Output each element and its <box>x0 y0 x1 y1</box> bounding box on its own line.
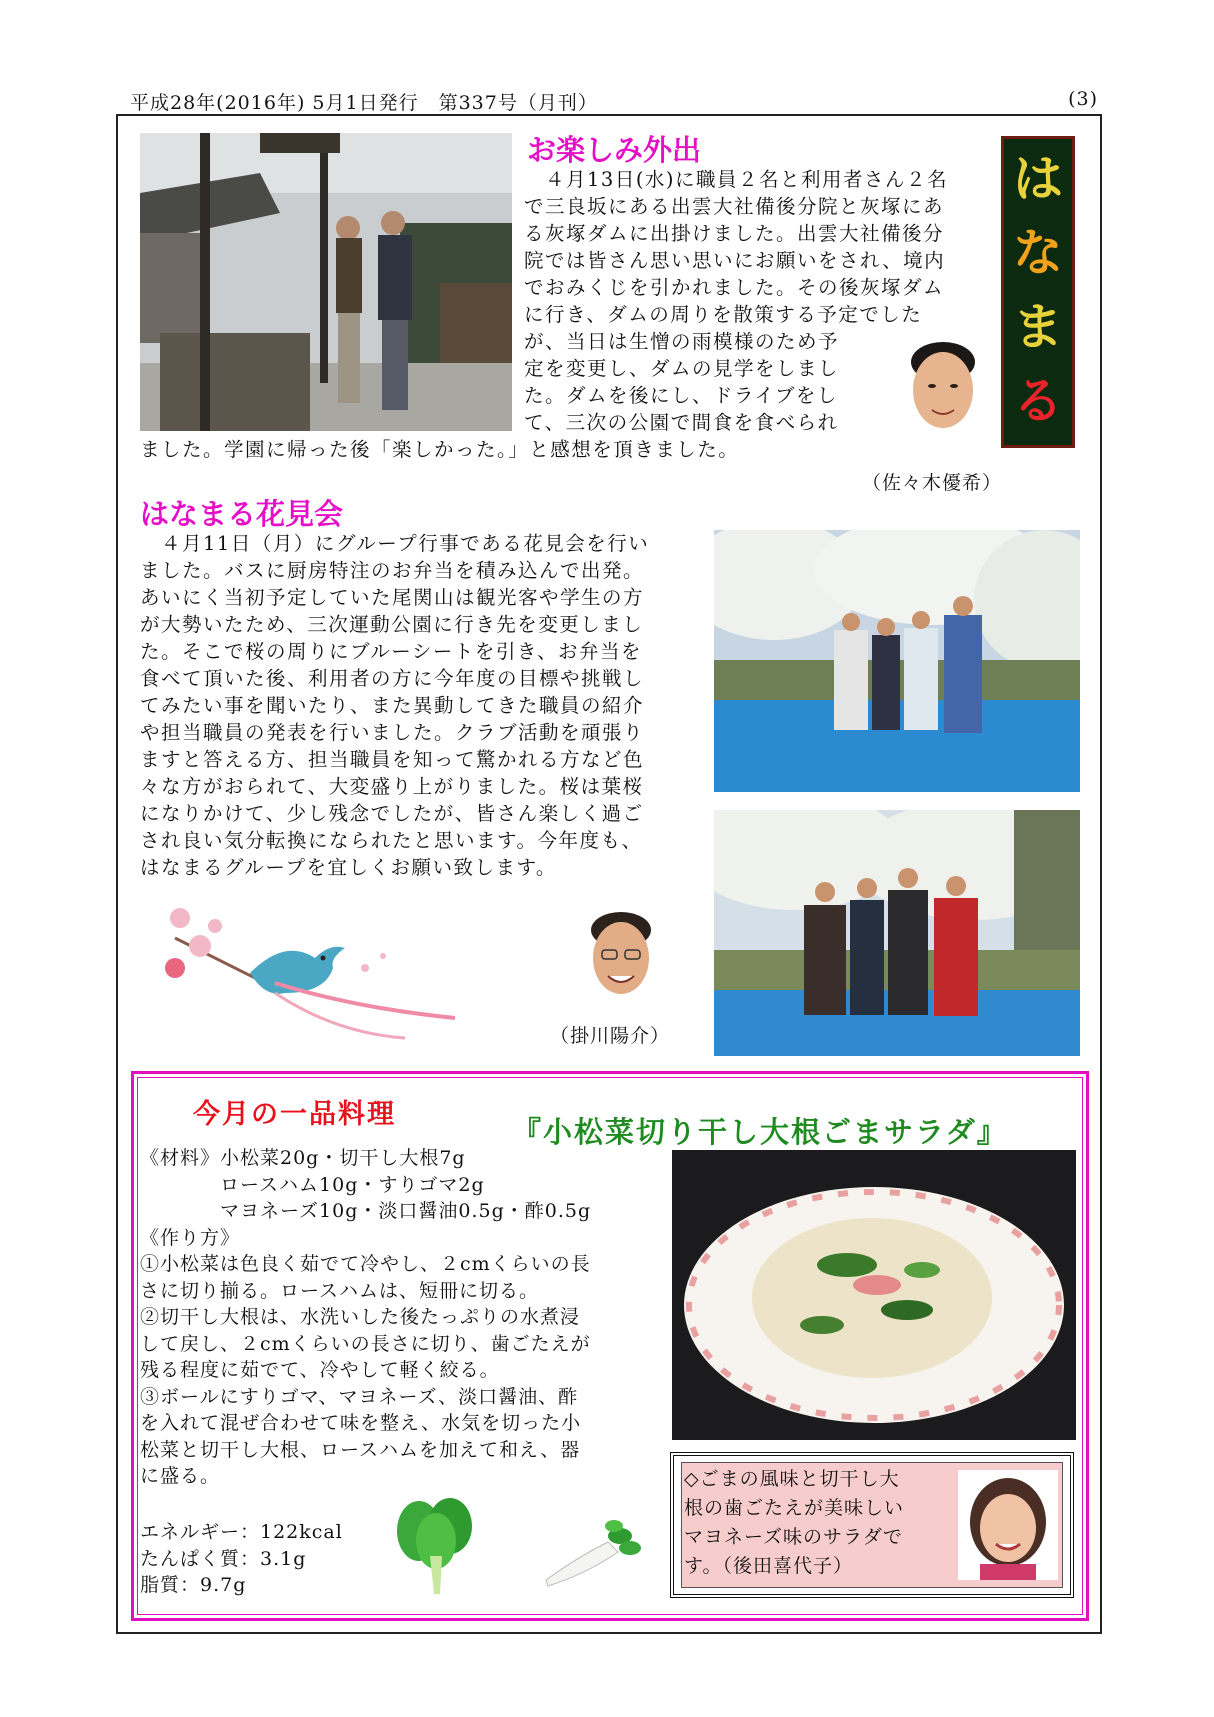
comment-line: ◇ごまの風味と切干し大 <box>684 1468 900 1490</box>
recipe-dish-name: 『小松菜切り干し大根ごまサラダ』 <box>512 1115 1008 1149</box>
outing-text-full: ました。学園に帰った後「楽しかった。」と感想を頂きました。 <box>140 438 740 461</box>
step-line: さに切り揃る。ロースハムは、短冊に切る。 <box>140 1279 540 1302</box>
logo-char: な <box>1013 224 1063 282</box>
recipe-ingredients <box>140 1145 660 1490</box>
text-line: ４月13日(水)に職員２名と利用者さん２名 <box>524 168 949 191</box>
step-line: ①小松菜は色良く茹でて冷やし、２cmくらいの長 <box>140 1253 591 1275</box>
text-line: てみたい事を聞いたり、また異動してきた職員の紹介 <box>140 694 645 717</box>
comment-text <box>684 1465 954 1581</box>
text-line: され良い気分転換になられたと思います。今年度も、 <box>140 829 643 852</box>
shrine-photo <box>140 133 512 431</box>
step-line: に盛る。 <box>140 1465 221 1487</box>
nutrition-line: 脂質：9.7g <box>140 1574 247 1596</box>
text-line: る灰塚ダムに出掛けました。出雲大社備後分 <box>524 222 945 245</box>
author-portrait-sasaki <box>896 332 990 444</box>
text-line: が大勢いたため、三次運動公園に行き先を変更しまし <box>140 613 644 636</box>
hanami-author: （掛川陽介） <box>550 1025 671 1047</box>
text-line: ました。バスに厨房特注のお弁当を積み込んで出発。 <box>140 559 645 582</box>
hanami-group-photo-2 <box>714 810 1080 1056</box>
nutrition-line: エネルギー：122kcal <box>140 1521 343 1543</box>
step-line: 松菜と切干し大根、ロースハムを加えて和え、器 <box>140 1438 581 1461</box>
hanami-text <box>140 530 700 881</box>
text-line: で三良坂にある出雲大社備後分院と灰塚にあ <box>524 195 945 218</box>
bird-blossom-illustration <box>155 898 485 1048</box>
step-line: ③ボールにすりゴマ、マヨネーズ、淡口醤油、酢 <box>140 1385 579 1408</box>
hanamaru-sidebar-logo <box>1001 136 1075 448</box>
text-line: た。ダムを後にし、ドライブをし <box>524 384 838 407</box>
author-portrait-kakegawa <box>574 900 668 1010</box>
outing-author: （佐々木優希） <box>862 472 1003 494</box>
comment-line: す。（後田喜代子） <box>684 1555 853 1577</box>
text-line: て、三次の公園で間食を食べられ <box>524 411 839 434</box>
method-label: 《作り方》 <box>140 1226 241 1249</box>
text-line: ますと答える方、担当職員を知って驚かれる方など色 <box>140 748 645 771</box>
text-line: 食べて頂いた後、利用者の方に今年度の目標や挑戦し <box>140 667 645 690</box>
issue-info: 平成28年(2016年) 5月1日発行 第337号（月刊） <box>130 92 598 114</box>
author-portrait-ushiroda <box>958 1470 1058 1580</box>
text-line: 定を変更し、ダムの見学をしまし <box>524 357 840 380</box>
text-line: でおみくじを引かれました。その後灰塚ダム <box>524 276 945 299</box>
outing-title: お楽しみ外出 <box>527 133 702 167</box>
text-line: ４月11日（月）にグループ行事である花見会を行い <box>140 532 650 555</box>
text-line: はなまるグループを宜しくお願い致します。 <box>140 856 557 879</box>
step-line: して戻し、２cmくらいの長さに切り、歯ごたえが <box>140 1332 591 1355</box>
text-line: や担当職員の発表を行いました。クラブ活動を頑張り <box>140 721 645 744</box>
hanami-title: はなまる花見会 <box>140 497 344 531</box>
outing-text-narrow <box>524 328 884 436</box>
text-line: 々な方がおられて、大変盛り上がりました。桜は葉桜 <box>140 775 644 798</box>
logo-char: は <box>1013 150 1063 208</box>
nutrition-line: たんぱく質：3.1g <box>140 1547 307 1570</box>
outing-text-wide <box>524 166 994 328</box>
recipe-nutrition <box>140 1519 360 1599</box>
text-line: た。そこで桜の周りにブルーシートを引き、お弁当を <box>140 640 643 663</box>
recipe-heading: 今月の一品料理 <box>193 1099 396 1130</box>
logo-char: ま <box>1013 298 1063 356</box>
step-line: 残る程度に茹でて、冷やして軽く絞る。 <box>140 1359 500 1381</box>
text-line: が、当日は生憎の雨模様のため予 <box>524 330 840 353</box>
salad-photo <box>672 1150 1076 1440</box>
daikon-icon <box>536 1518 642 1590</box>
ingredient-line: 《材料》小松菜20g・切干し大根7g <box>140 1147 466 1169</box>
step-line: を入れて混ぜ合わせて味を整え、水気を切った小 <box>140 1412 582 1434</box>
text-line: あいにく当初予定していた尾関山は観光客や学生の方 <box>140 586 645 609</box>
text-line: 院では皆さん思い思いにお願いをされ、境内 <box>524 249 946 272</box>
step-line: ②切干し大根は、水洗いした後たっぷりの水煮浸 <box>140 1306 581 1328</box>
page-number: (3) <box>1068 88 1098 110</box>
text-line: に行き、ダムの周りを散策する予定でした <box>524 303 923 326</box>
comment-line: 根の歯ごたえが美味しい <box>684 1497 905 1519</box>
komatsuna-icon <box>394 1496 476 1596</box>
ingredient-line: マヨネーズ10g・淡口醤油0.5g・酢0.5g <box>140 1200 592 1222</box>
hanami-group-photo-1 <box>714 530 1080 792</box>
logo-char: る <box>1013 372 1063 430</box>
text-line: になりかけて、少し残念でしたが、皆さん楽しく過ご <box>140 802 644 825</box>
comment-line: マヨネーズ味のサラダで <box>684 1526 903 1548</box>
ingredient-line: ロースハム10g・すりゴマ2g <box>140 1173 485 1196</box>
issue-header <box>130 88 1098 115</box>
